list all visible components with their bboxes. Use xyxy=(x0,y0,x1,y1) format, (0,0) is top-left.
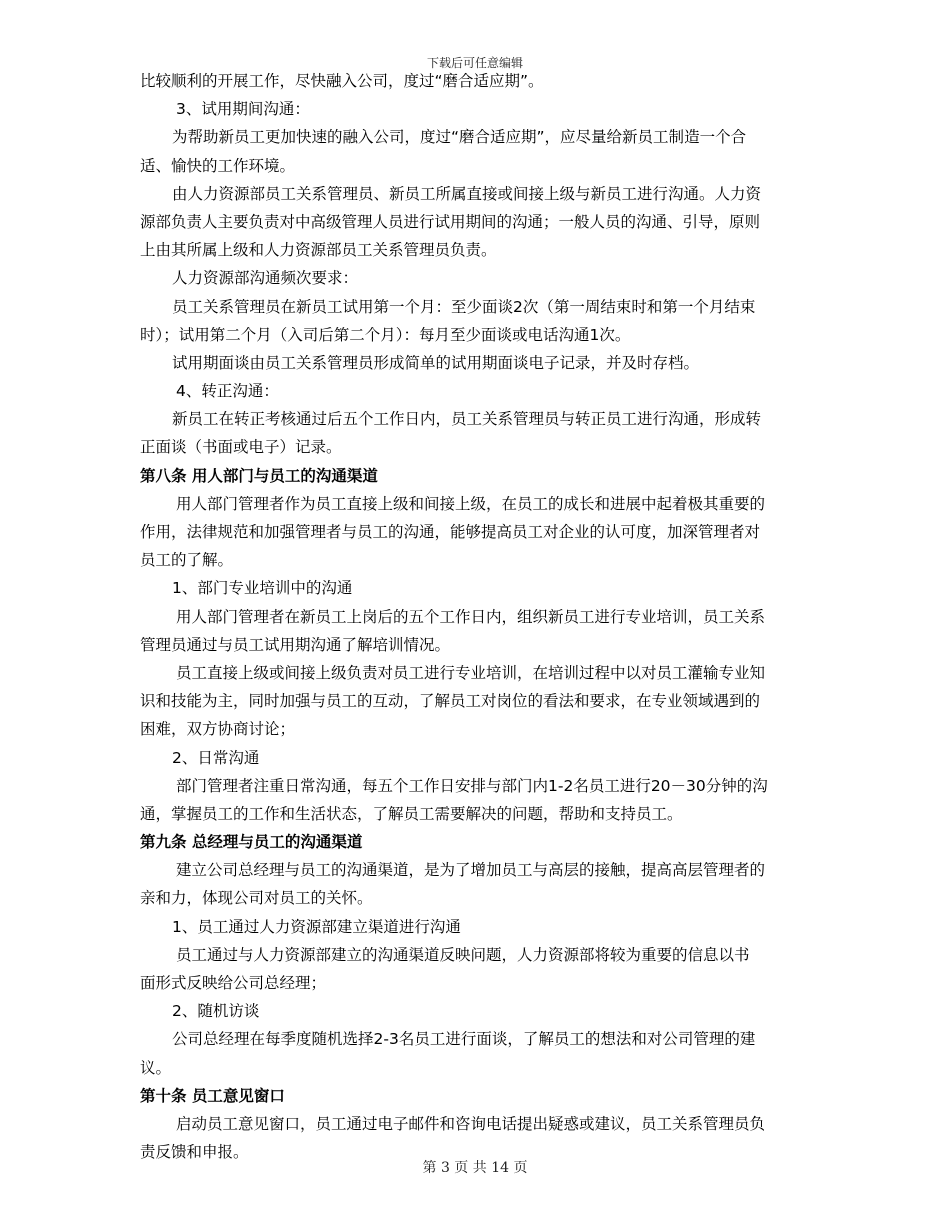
text-line: 1、部门专业培训中的沟通 xyxy=(172,579,353,598)
text-line: 议。 xyxy=(140,1058,172,1077)
text-line: 4、转正沟通： xyxy=(176,382,279,401)
section-heading: 第八条 用人部门与员工的沟通渠道 xyxy=(140,466,378,485)
text-line: 通，掌握员工的工作和生活状态，了解员工需要解决的问题，帮助和支持员工。 xyxy=(140,804,683,823)
page-footer: 第 3 页 共 14 页 xyxy=(422,1160,528,1176)
text-line: 试用期面谈由员工关系管理员形成简单的试用期面谈电子记录，并及时存档。 xyxy=(172,353,700,372)
text-line: 新员工在转正考核通过后五个工作日内，员工关系管理员与转正员工进行沟通，形成转 xyxy=(172,410,762,429)
text-line: 用人部门管理者作为员工直接上级和间接上级，在员工的成长和进展中起着极其重要的 xyxy=(176,494,766,513)
text-line: 上由其所属上级和人力资源部员工关系管理员负责。 xyxy=(140,241,497,260)
section-heading: 第九条 总经理与员工的沟通渠道 xyxy=(140,833,363,852)
text-line: 3、试用期间沟通： xyxy=(176,100,310,119)
text-line: 正面谈（书面或电子）记录。 xyxy=(140,438,342,457)
text-line: 源部负责人主要负责对中高级管理人员进行试用期间的沟通；一般人员的沟通、引导，原则 xyxy=(140,212,761,231)
text-line: 2、日常沟通 xyxy=(172,748,260,767)
section-heading: 第十条 员工意见窗口 xyxy=(140,1086,285,1105)
text-line: 比较顺利的开展工作，尽快融入公司，度过“磨合适应期”。 xyxy=(140,72,544,90)
page-header: 下载后可任意编辑 xyxy=(426,56,523,70)
document-body xyxy=(140,67,800,1166)
text-line: 公司总经理在每季度随机选择2-3名员工进行面谈，了解员工的想法和对公司管理的建 xyxy=(172,1030,756,1049)
text-line: 适、愉快的工作环境。 xyxy=(140,156,296,175)
text-line: 为帮助新员工更加快速的融入公司，度过“磨合适应期”，应尽量给新员工制造一个合 xyxy=(172,128,747,147)
text-line: 时）；试用第二个月（入司后第二个月）：每月至少面谈或电话沟通1次。 xyxy=(140,325,631,344)
text-line: 作用，法律规范和加强管理者与员工的沟通，能够提高员工对企业的认可度，加深管理者对 xyxy=(140,523,761,541)
text-line: 管理员通过与员工试用期沟通了解培训情况。 xyxy=(140,635,451,654)
text-line: 员工直接上级或间接上级负责对员工进行专业培训，在培训过程中以对员工灌输专业知 xyxy=(176,663,766,682)
text-line: 困难，双方协商讨论； xyxy=(140,720,296,739)
text-line: 员工的了解。 xyxy=(140,551,234,570)
text-line: 亲和力，体现公司对员工的关怀。 xyxy=(140,889,373,908)
text-line: 2、随机访谈 xyxy=(172,1002,260,1021)
text-line: 员工关系管理员在新员工试用第一个月：至少面谈2次（第一周结束时和第一个月结束 xyxy=(172,297,756,316)
text-line: 面形式反映给公司总经理； xyxy=(140,974,327,992)
text-line: 部门管理者注重日常沟通，每五个工作日安排与部门内1-2名员工进行20－30分钟的沟 xyxy=(176,776,768,795)
text-line: 建立公司总经理与员工的沟通渠道，是为了增加员工与高层的接触，提高高层管理者的 xyxy=(176,861,766,880)
text-line: 员工通过与人力资源部建立的沟通渠道反映问题，人力资源部将较为重要的信息以书 xyxy=(176,945,750,964)
text-line: 责反馈和申报。 xyxy=(140,1143,249,1162)
text-line: 启动员工意见窗口，员工通过电子邮件和咨询电话提出疑惑或建议，员工关系管理员负 xyxy=(176,1114,766,1133)
text-line: 用人部门管理者在新员工上岗后的五个工作日内，组织新员工进行专业培训，员工关系 xyxy=(176,607,766,626)
text-line: 1、员工通过人力资源部建立渠道进行沟通 xyxy=(172,917,461,936)
text-line: 由人力资源部员工关系管理员、新员工所属直接或间接上级与新员工进行沟通。人力资 xyxy=(172,184,762,203)
text-line: 识和技能为主，同时加强与员工的互动，了解员工对岗位的看法和要求，在专业领域遇到的 xyxy=(140,692,761,711)
text-line: 人力资源部沟通频次要求： xyxy=(172,269,359,288)
